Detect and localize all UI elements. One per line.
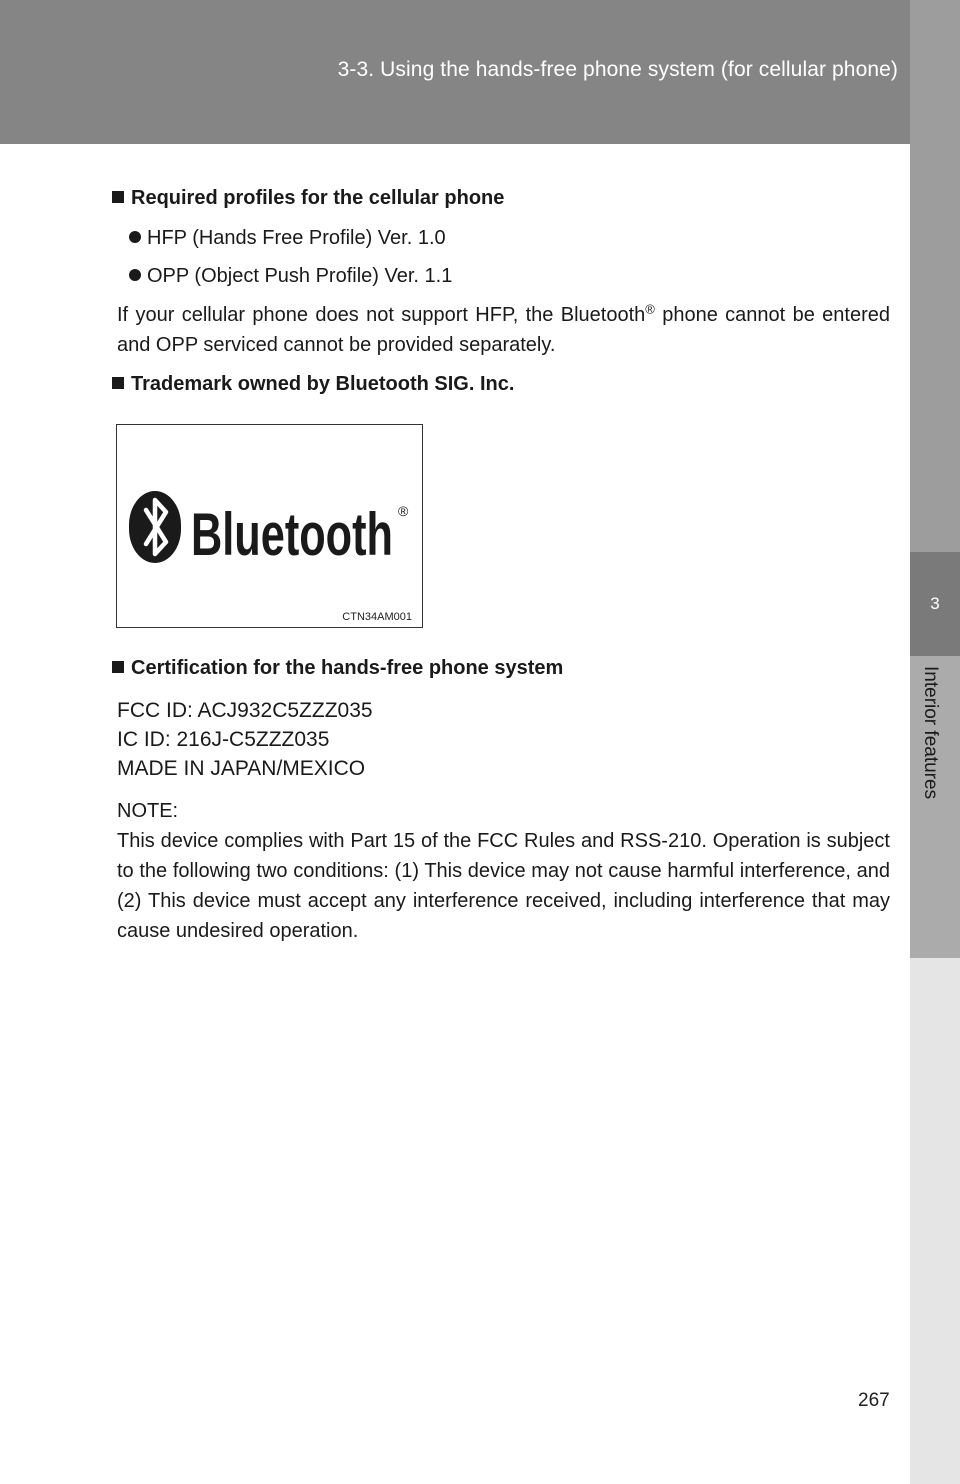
list-item: OPP (Object Push Profile) Ver. 1.1: [129, 263, 452, 289]
square-bullet-icon: [112, 377, 124, 389]
chapter-label: Interior features: [920, 666, 941, 800]
bluetooth-logo: [117, 425, 421, 625]
chapter-side-tab: [910, 0, 960, 1484]
trademark-heading: Trademark owned by Bluetooth SIG. Inc.: [112, 371, 514, 397]
ic-id: IC ID: 216J-C5ZZZ035: [117, 728, 330, 751]
note-label: NOTE:: [117, 800, 179, 822]
list-item: HFP (Hands Free Profile) Ver. 1.0: [129, 225, 446, 251]
fcc-id: FCC ID: ACJ932C5ZZZ035: [117, 699, 373, 722]
profiles-note: If your cellular phone does not support HFP, the Bluetooth® phone cannot be entered and OPP serviced cannot be provided separately.: [117, 301, 890, 356]
bluetooth-logo-figure: [116, 424, 423, 628]
section-title: 3-3. Using the hands-free phone system (for cellular phone): [337, 58, 898, 81]
certification-heading: Certification for the hands-free phone system: [112, 655, 563, 681]
circle-bullet-icon: [129, 269, 141, 281]
circle-bullet-icon: [129, 231, 141, 243]
made-in: MADE IN JAPAN/MEXICO: [117, 757, 366, 780]
page-header: [0, 0, 960, 144]
figure-code: CTN34AM001: [342, 611, 412, 623]
logo-wordmark: Bluetooth: [191, 501, 393, 568]
square-bullet-icon: [112, 661, 124, 673]
profiles-heading: Required profiles for the cellular phone: [112, 185, 504, 211]
registered-mark: ®: [398, 503, 409, 519]
fcc-note-text: This device complies with Part 15 of the FCC Rules and RSS-210. Operation is subject to the following two conditions: (1) This device may not cause harmful interference, and (2) This device must accept any interference received, including interference that may cause undesired operation.: [117, 830, 890, 942]
square-bullet-icon: [112, 191, 124, 203]
chapter-number: 3: [910, 552, 960, 656]
page-number: 267: [858, 1390, 890, 1411]
